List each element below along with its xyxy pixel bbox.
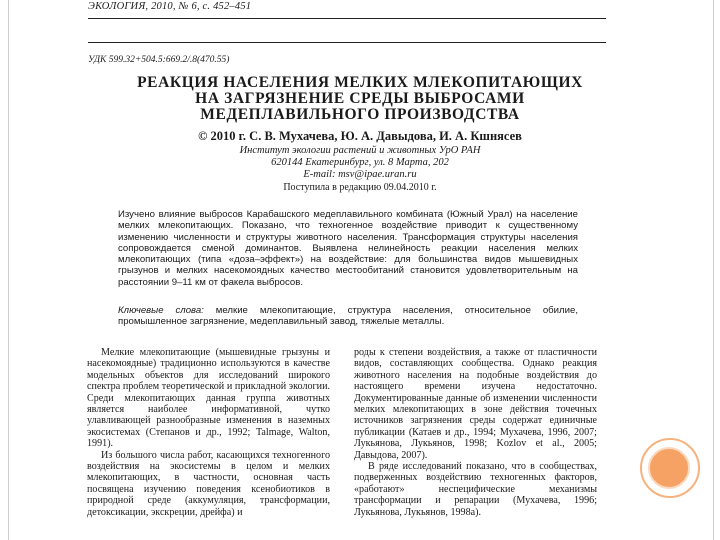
header-rule-bottom xyxy=(88,42,606,43)
keywords xyxy=(118,305,578,328)
body-column-left xyxy=(87,347,330,518)
title-line: НА ЗАГРЯЗНЕНИЕ СРЕДЫ ВЫБРОСАМИ xyxy=(195,90,525,107)
body-paragraph: Из большого числа работ, касающихся техногенного воздействия на экосистемы в целом и мелких млекопитающих, в частности, основная часть посвящена изучению поведения ксенобиотиков в природной среде (аккумуляция, трансформации, детоксикации, экскреции, дрейфа) и xyxy=(87,449,330,518)
journal-reference: ЭКОЛОГИЯ, 2010, № 6, с. 452–451 xyxy=(88,1,252,12)
title-line: РЕАКЦИЯ НАСЕЛЕНИЯ МЕЛКИХ МЛЕКОПИТАЮЩИХ xyxy=(137,74,583,91)
header-rule-top xyxy=(88,18,606,19)
affiliation-address: 620144 Екатеринбург, ул. 8 Марта, 202 xyxy=(271,157,449,168)
keywords-label: Ключевые слова: xyxy=(118,305,204,316)
affiliation-institute: Институт экологии растений и животных УрО РАН xyxy=(239,145,481,156)
keywords-text: мелкие млекопитающие, структура населения, относительное обилие, промышленное загрязнение, медеплавильный завод, тяжелые металлы. xyxy=(118,305,578,328)
margin-line-left xyxy=(8,0,9,540)
margin-line-right xyxy=(713,0,714,540)
decorative-circle xyxy=(648,447,690,489)
affiliation-email: E-mail: msv@ipae.uran.ru xyxy=(303,169,417,180)
body-column-right xyxy=(354,347,597,518)
authors-line: © 2010 г. С. В. Мухачева, Ю. А. Давыдова, И. А. Кшнясев xyxy=(198,129,522,143)
received-date: Поступила в редакцию 09.04.2010 г. xyxy=(283,182,437,193)
title-line: МЕДЕПЛАВИЛЬНОГО ПРОИЗВОДСТВА xyxy=(200,106,520,123)
body-paragraph: В ряде исследований показано, что в сообществах, подверженных воздействию техногенных факторов, «работают» неспецифические механизмы трансформации и репарации (Мухачева, 1996; Лукьянова, Лукьянов, 1998а). xyxy=(354,461,597,518)
body-paragraph: Мелкие млекопитающие (мышевидные грызуны и насекомоядные) традиционно используются в качестве модельных объектов для исследований широкого спектра проблем теоретической и прикладной экологии. Среди млекопитающих данная группа животных является наиболее информативной, чутко улавливающей разнообразные изменения в наземных экосистемах (Степанов и др., 1992; Talmage, Walton, 1991). xyxy=(87,347,330,450)
udk-code: УДК 599.32+504.5:669.2/.8(470.55) xyxy=(88,55,230,65)
abstract-text: Изучено влияние выбросов Карабашского медеплавильного комбината (Южный Урал) на население мелких млекопитающих. Показано, что техногенное воздействие приводит к существенному изменению численности и структуры животного населения. Трансформация структуры населения сопровождается сменой доминантов. Выявлена нелинейность реакции населения мелких млекопитающих (типа «доза–эффект») на воздействие: для большинства видов мышевидных грызунов и мелких насекомоядных качество местообитаний становится удовлетворительным на расстоянии 9–11 км от факела выбросов. xyxy=(118,209,578,288)
body-paragraph: роды к степени воздействия, а также от пластичности видов, составляющих сообщества. Однако реакция животного населения на подобные воздействия до настоящего времени изучена недостаточно. Документированные данные об изменении численности мелких млекопитающих в зоне действия точечных источников загрязнения среды содержат единичные публикации (Катаев и др., 1994; Мухачева, 1996, 2007; Лукьянова, Лукьянов, 1998; Kozlov et al., 2005; Давыдова, 2007). xyxy=(354,347,597,461)
article-title xyxy=(88,75,632,123)
